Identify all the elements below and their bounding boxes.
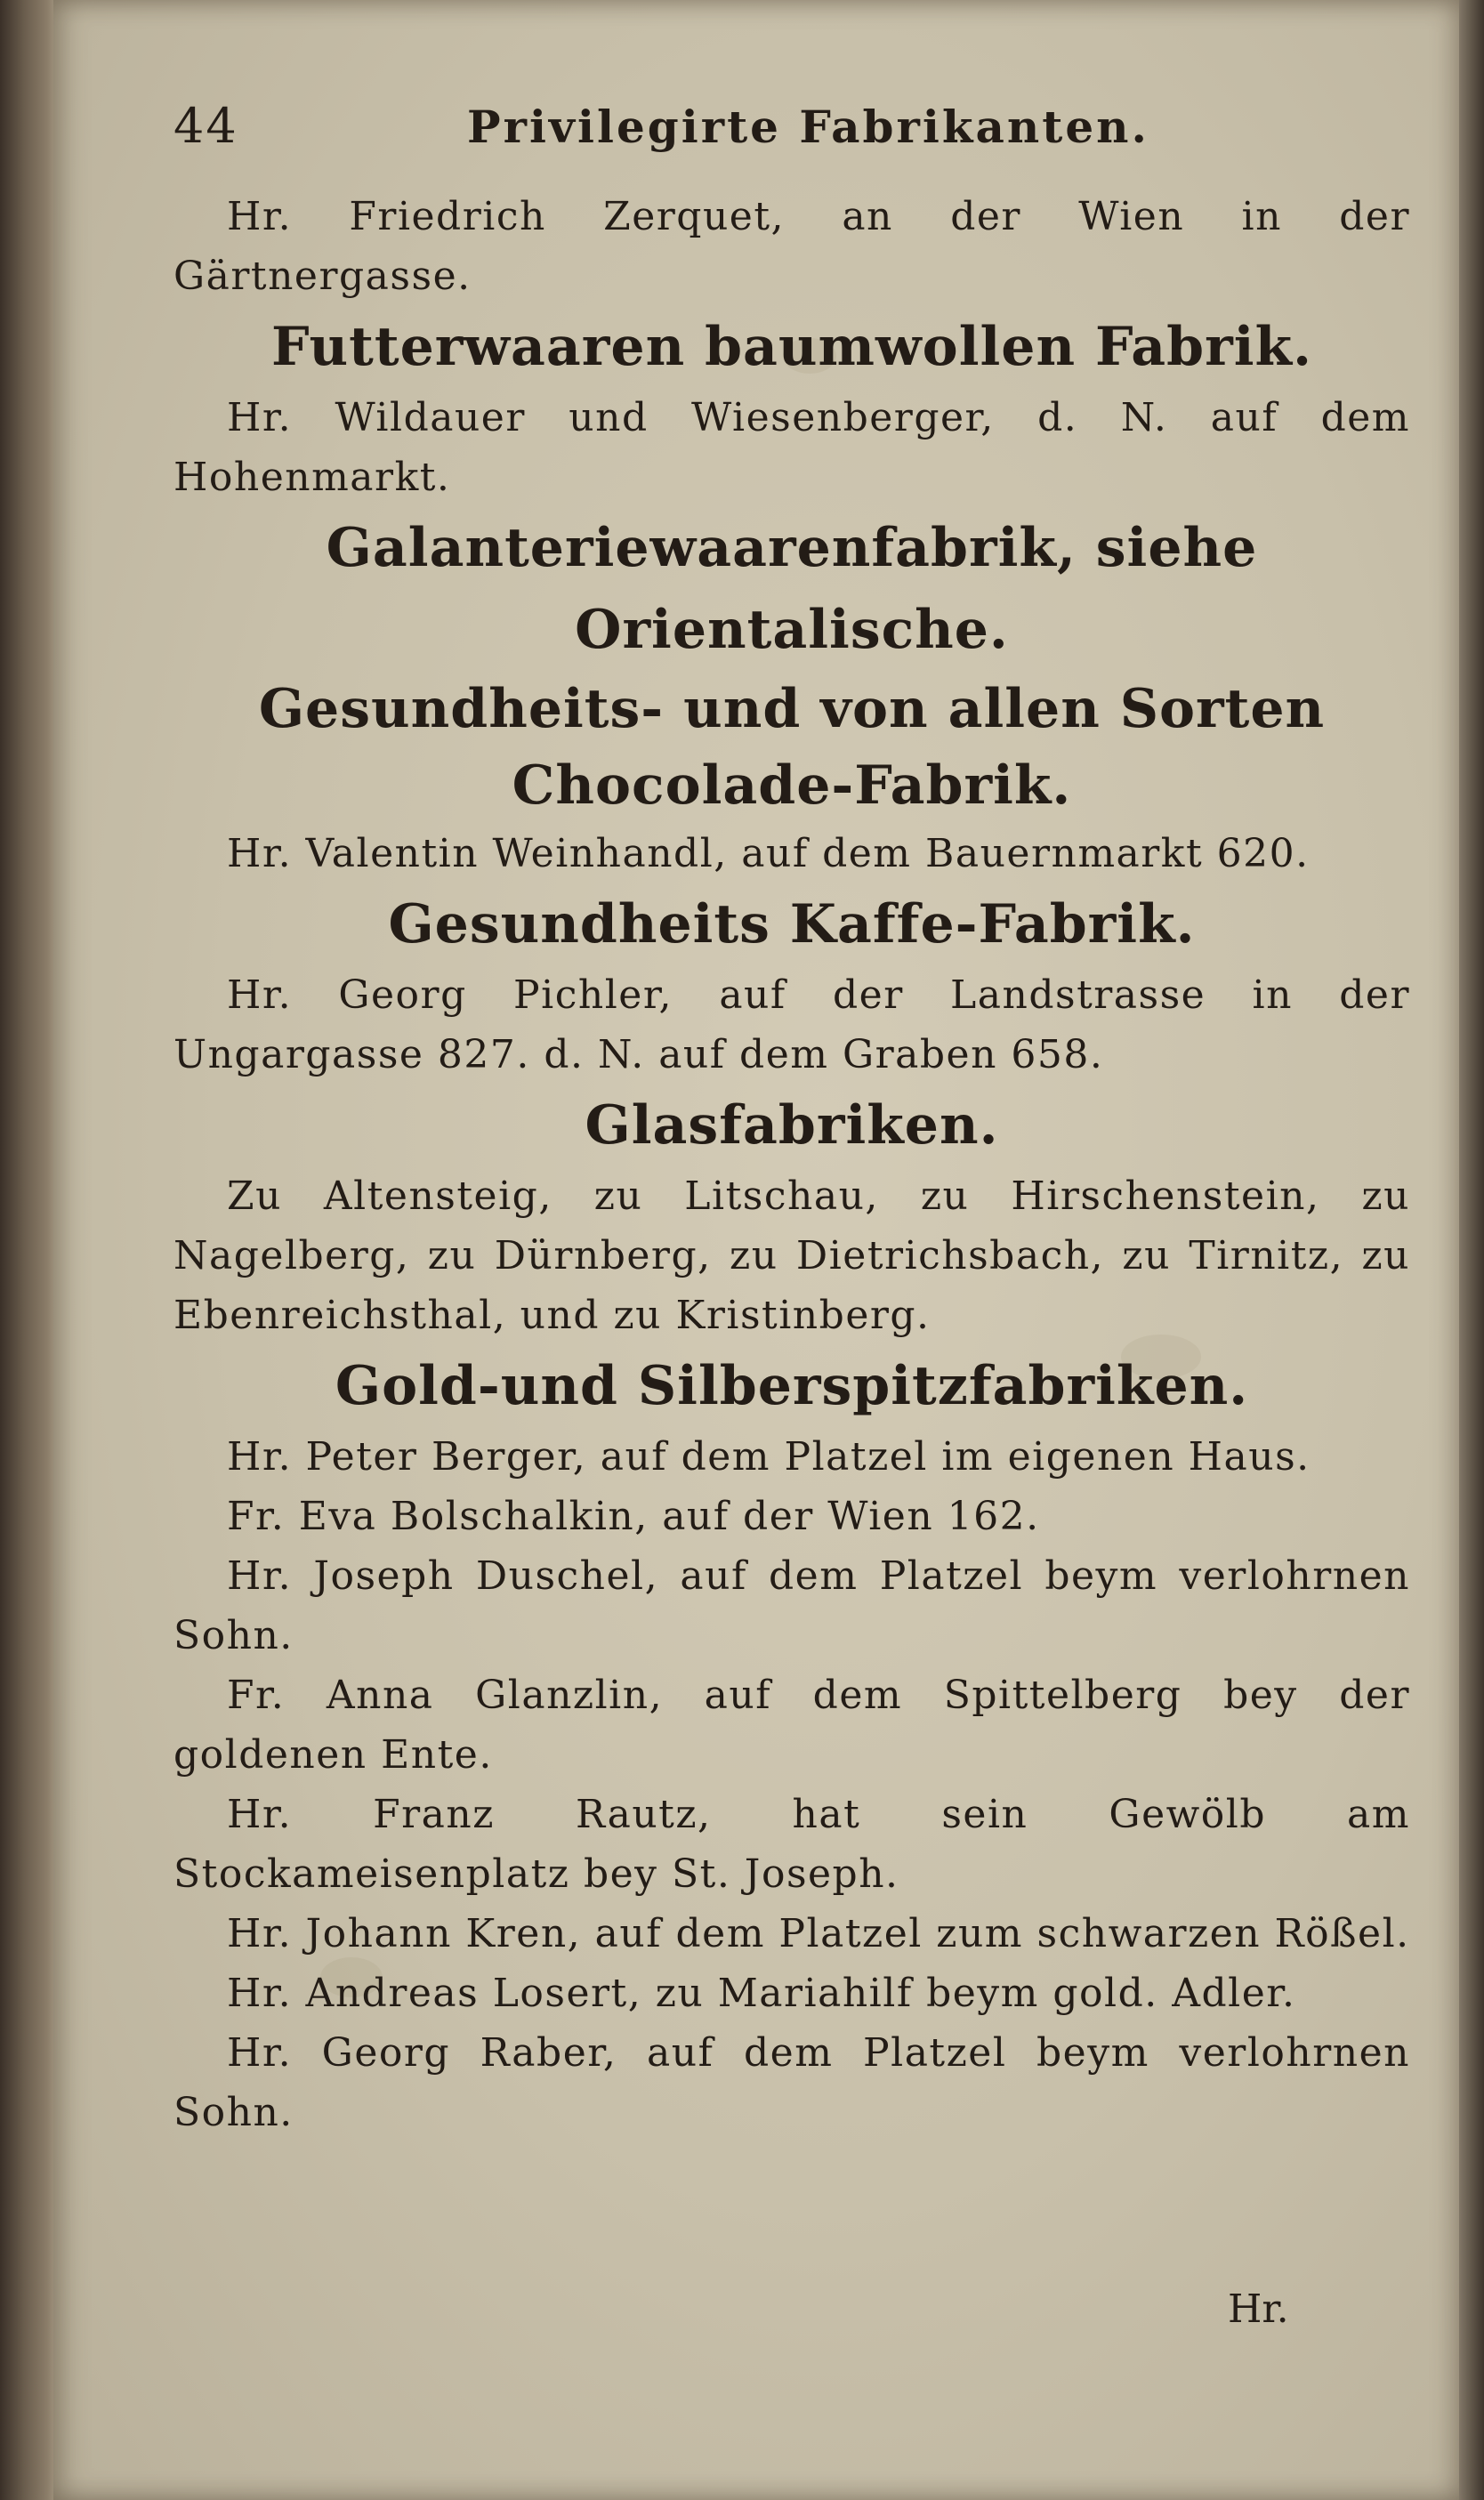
running-title: Privilegirte Fabrikanten. — [467, 101, 1149, 153]
entry: Hr. Georg Pichler, auf der Landstrasse in der Ungargasse 827. d. N. auf dem Graben 658. — [173, 972, 1410, 1077]
entry: Hr. Peter Berger, auf dem Platzel im eigenen Haus. — [227, 1434, 1311, 1480]
entry: Hr. Andreas Losert, zu Mariahilf beym gold. Adler. — [227, 1971, 1296, 2016]
entry: Hr. Joseph Duschel, auf dem Platzel beym verlohrnen Sohn. — [173, 1553, 1410, 1658]
catchword: Hr. — [1228, 2286, 1289, 2332]
section-heading: Galanteriewaarenfabrik, siehe Orientalische. — [326, 517, 1258, 661]
entry: Zu Altensteig, zu Litschau, zu Hirschenstein, zu Nagelberg, zu Dürnberg, zu Dietrichsbach, zu Tirnitz, zu Ebenreichsthal, und zu Kristinberg. — [173, 1173, 1410, 1338]
entry: Fr. Anna Glanzlin, auf dem Spittelberg bey der goldenen Ente. — [173, 1673, 1410, 1778]
section-heading: Gesundheits- und von allen Sorten Chocolade-Fabrik. — [258, 678, 1326, 817]
entry: Hr. Friedrich Zerquet, an der Wien in der Gärtnergasse. — [173, 194, 1410, 299]
entry: Hr. Wildauer und Wiesenberger, d. N. auf dem Hohenmarkt. — [173, 395, 1410, 500]
entry: Hr. Valentin Weinhandl, auf dem Bauernmarkt 620. — [227, 831, 1310, 876]
page-number: 44 — [173, 98, 238, 154]
page-header — [173, 98, 1410, 187]
section-heading: Glasfabriken. — [585, 1094, 999, 1157]
entry: Fr. Eva Bolschalkin, auf der Wien 162. — [227, 1494, 1040, 1539]
section-heading: Gesundheits Kaffe-Fabrik. — [388, 893, 1196, 956]
section-heading: Futterwaaren baumwollen Fabrik. — [271, 316, 1312, 378]
page-content — [173, 98, 1410, 2142]
entry: Hr. Johann Kren, auf dem Platzel zum schwarzen Rößel. — [227, 1911, 1410, 1956]
entry: Hr. Franz Rautz, hat sein Gewölb am Stockameisenplatz bey St. Joseph. — [173, 1792, 1410, 1897]
entry: Hr. Georg Raber, auf dem Platzel beym verlohrnen Sohn. — [173, 2030, 1410, 2135]
section-heading: Gold-und Silberspitzfabriken. — [335, 1355, 1249, 1417]
